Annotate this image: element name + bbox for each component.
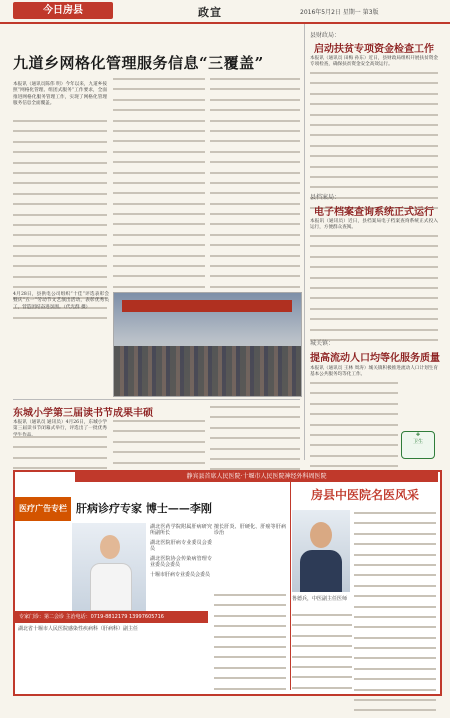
right-ad-title: 房县中医院名医风采 <box>310 488 419 502</box>
hospital-doctor-photo <box>292 510 350 592</box>
finance-article-title: 启动扶贫专项资金检查工作 <box>314 44 434 55</box>
main-headline: 九道乡网格化管理服务信息“三覆盖” <box>13 54 264 72</box>
ad-phone-line: 专家门诊：第二会诊 主治电话：0719-8812179 13997605716 <box>15 611 208 623</box>
section-name: 政宣 <box>198 6 222 19</box>
ad-extra-text <box>214 592 286 684</box>
column-divider <box>304 24 305 460</box>
ad-item-4: 十堰市肝病专业委员会委员 <box>150 572 211 578</box>
township-article-lead: 本报讯（通讯员 王林 周涛）城关镇积极推进流动人口计划生育基本公共服务均等化工作。 <box>310 366 438 378</box>
issue-date: 2016年5月2日 星期一 第3版 <box>300 9 379 16</box>
newspaper-logo: 今日房县 <box>13 2 113 19</box>
ad-item-3: 湖北医院协会传染病管理专业委员会委员 <box>150 556 212 569</box>
doctor-photo <box>72 523 146 611</box>
right-ad-body-2 <box>292 612 352 686</box>
health-logo: ✚ 卫生 <box>401 431 435 459</box>
ad-item-5: 擅长肝炎、肝硬化、肝癌等肝病诊治 <box>214 524 286 537</box>
township-article-body <box>310 380 398 460</box>
main-article-column-1 <box>13 118 107 286</box>
archives-article-body <box>310 233 438 333</box>
main-article-column-3 <box>210 76 300 286</box>
archives-kicker: 县档案局： <box>310 194 341 201</box>
ad-top-bar: 静宾县首席人民医院·十堰市人民医院神经外科周医院 <box>75 472 438 482</box>
archives-article-lead: 本报讯（通讯员）近日，县档案局电子档案查询系统正式投入运行，方便群众查阅。 <box>310 219 438 231</box>
township-article-title: 提高流动人口均等化服务质量 <box>310 353 440 364</box>
ad-item-6: 湖北省十堰市人民医院感染性疾病科（肝病科）副主任 <box>18 626 139 632</box>
school-article-title: 东城小学第三届读书节成果丰硕 <box>13 408 153 419</box>
main-article-lead: 本报讯（通讯员陈伟 明）今年以来，九道乡按照“网格化管理、组团式服务”工作要求，全面推进网格化服务管理工作，实现了网格化管理服务信息全面覆盖。 <box>13 82 107 107</box>
right-ad-caption: 鲁德兵，中医副主任医师 <box>292 596 348 602</box>
school-article-column-2 <box>113 418 205 464</box>
finance-kicker: 县财政局： <box>310 32 341 39</box>
right-ad-body <box>354 510 436 686</box>
township-kicker: 城关镇： <box>310 340 335 347</box>
photo-caption: 4月28日，县供电公司组织“十佳”评选表彰会暨庆“五一”劳动节文艺演出活动，表彰优秀员工，营造团结奋进氛围。（代光群 摄） <box>13 292 109 310</box>
ad-headline: 肝病诊疗专家 博士——李刚 <box>76 502 212 515</box>
archives-article-title: 电子档案查询系统正式运行 <box>314 207 434 218</box>
main-article-column-2 <box>113 76 205 286</box>
divider <box>13 399 300 400</box>
school-article-lead: 本报讯（通讯员 通讯员）4月26日，东城小学第三届读书节闭幕式举行，评选出了一批优秀学生作品。 <box>13 420 107 438</box>
school-article-column-3 <box>210 404 300 464</box>
ad-item-1: 湖北医药学院附属肝病研究所副所长 <box>150 524 212 537</box>
finance-article-lead: 本报讯（通讯员 田梅 孙东）近日，县财政局组织开展扶贫资金专项检查，确保扶贫资金安全高效运行。 <box>310 56 438 68</box>
finance-article-body <box>310 70 438 190</box>
ad-label: 医疗广告专栏 <box>15 497 71 521</box>
event-banner <box>122 300 292 312</box>
school-article-column-1 <box>13 434 107 464</box>
ad-item-2: 湖北医院肝病专业委员会委员 <box>150 540 212 553</box>
